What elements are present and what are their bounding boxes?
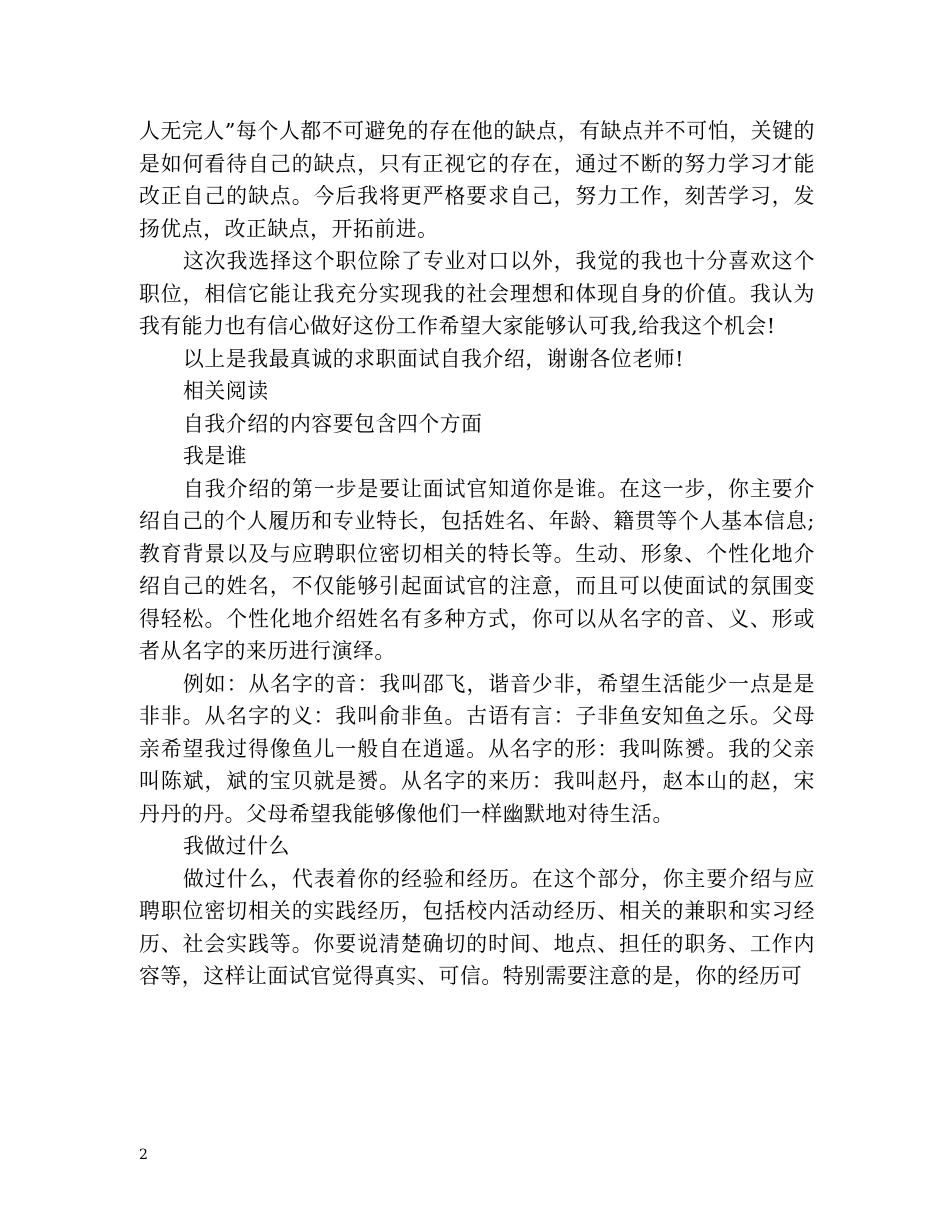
heading-what-i-did: 我做过什么 bbox=[183, 834, 290, 858]
paragraph-1: 人无完人”每个人都不可避免的存在他的缺点，有缺点并不可怕，关键的是如何看待自己的缺点，只有正视它的存在，通过不断的努力学习才能改正自己的缺点。今后我将更严格要求自己，努力工作，刻苦学习，发扬优点，改正缺点，开拓前进。 bbox=[139, 119, 815, 241]
page-number: 2 bbox=[139, 1147, 148, 1163]
page-content bbox=[139, 115, 815, 993]
paragraph-name-examples: 例如：从名字的音：我叫邵飞，谐音少非，希望生活能少一点是是非非。从名字的义：我叫俞非鱼。古语有言：子非鱼安知鱼之乐。父母亲希望我过得像鱼儿一般自在逍遥。从名字的形：我叫陈赟。我的父亲叫陈斌，斌的宝贝就是赟。从名字的来历：我叫赵丹，赵本山的赵，宋丹丹的丹。父母希望我能够像他们一样幽默地对待生活。 bbox=[139, 671, 815, 826]
heading-related-reading: 相关阅读 bbox=[183, 379, 269, 403]
paragraph-3: 以上是我最真诚的求职面试自我介绍，谢谢各位老师! bbox=[183, 346, 685, 371]
heading-who-am-i: 我是谁 bbox=[183, 444, 248, 468]
heading-four-aspects: 自我介绍的内容要包含四个方面 bbox=[183, 411, 483, 436]
paragraph-who-am-i: 自我介绍的第一步是要让面试官知道你是谁。在这一步，你主要介绍自己的个人履历和专业特长，包括姓名、年龄、籍贯等个人基本信息;教育背景以及与应聘职位密切相关的特长等。生动、形象、个性化地介绍自己的姓名，不仅能够引起面试官的注意，而且可以使面试的氛围变得轻松。个性化地介绍姓名有多种方式，你可以从名字的音、义、形或者从名字的来历进行演绎。 bbox=[139, 476, 815, 663]
paragraph-what-i-did: 做过什么，代表着你的经验和经历。在这个部分，你主要介绍与应聘职位密切相关的实践经历，包括校内活动经历、相关的兼职和实习经历、社会实践等。你要说清楚确切的时间、地点、担任的职务、工作内容等，这样让面试官觉得真实、可信。特别需要注意的是，你的经历可 bbox=[139, 866, 815, 988]
paragraph-2: 这次我选择这个职位除了专业对口以外，我觉的我也十分喜欢这个职位，相信它能让我充分实现我的社会理想和体现自身的价值。我认为我有能力也有信心做好这份工作希望大家能够认可我,给我这个机会! bbox=[139, 249, 815, 338]
